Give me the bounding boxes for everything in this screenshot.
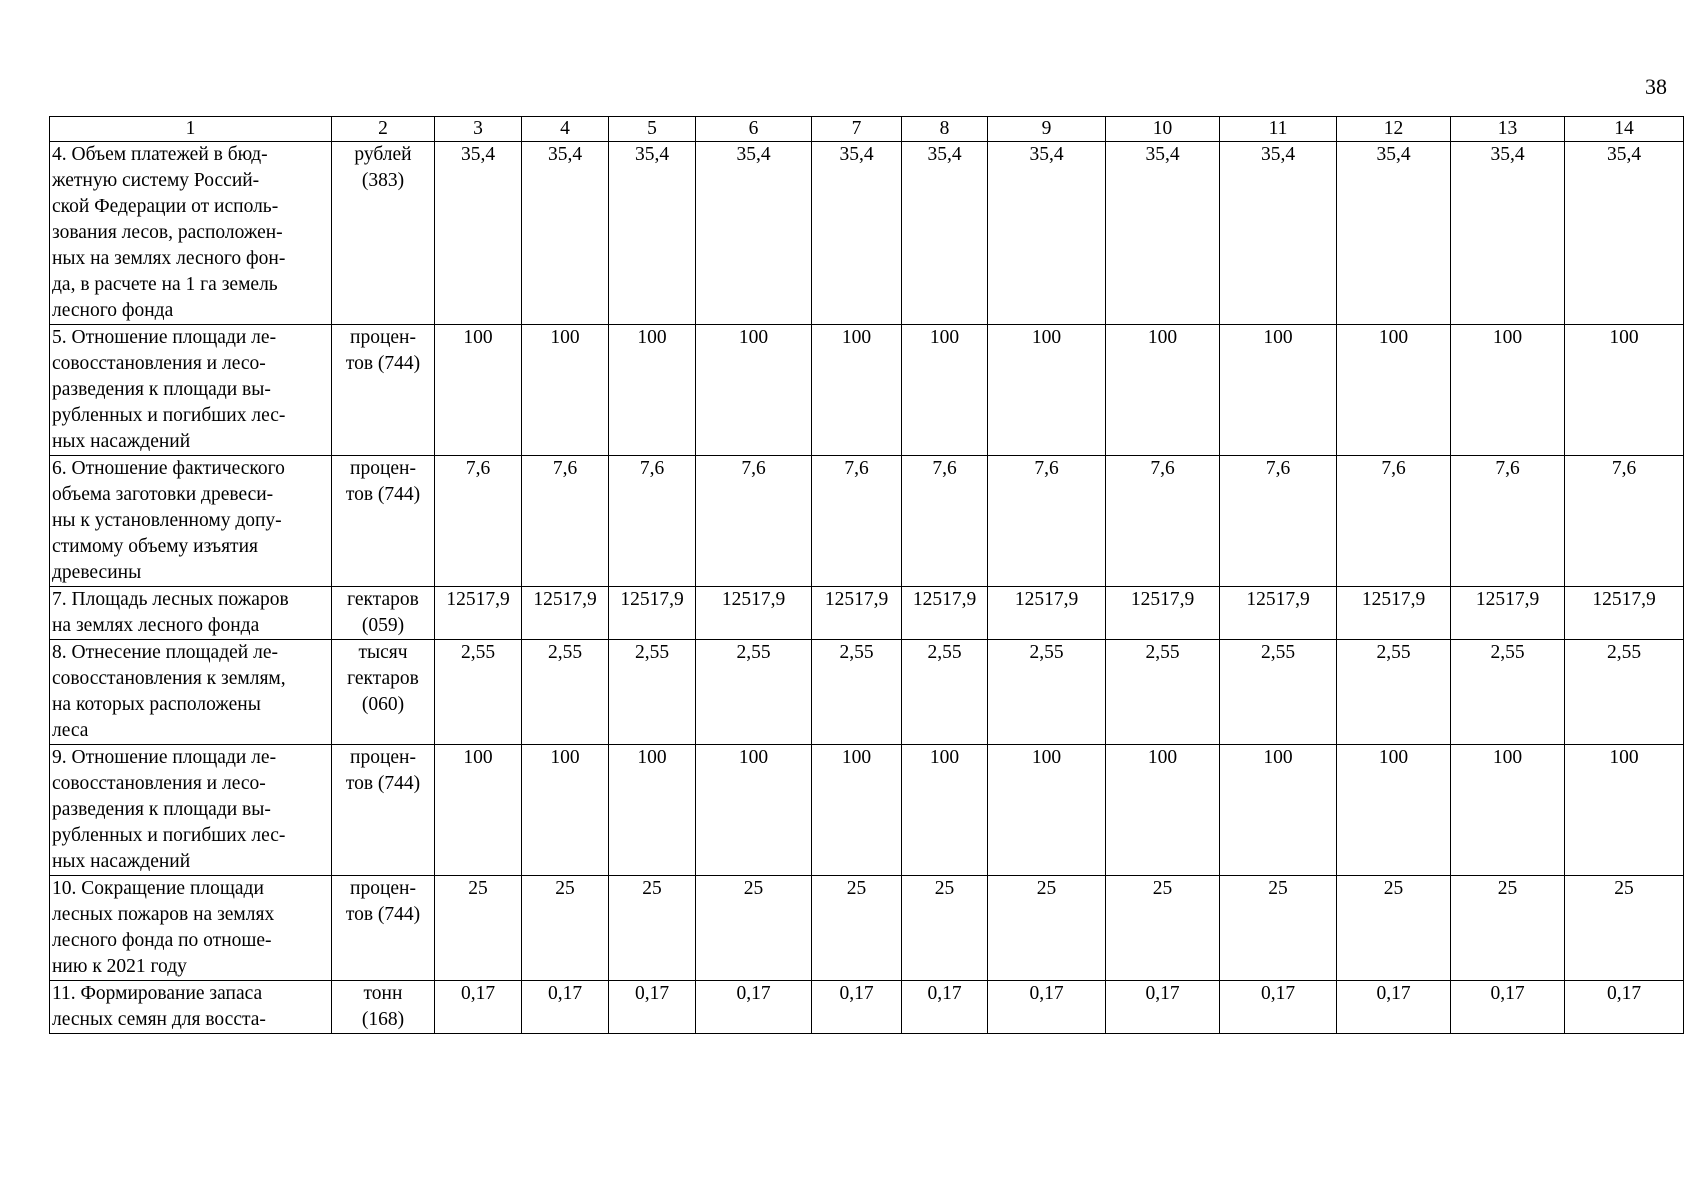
- unit-line: (059): [361, 615, 405, 636]
- indicator-name-line: ской Федерации от исполь-: [52, 196, 279, 217]
- value-cell: 0,17: [812, 981, 902, 1034]
- value-cell: 7,6: [1565, 456, 1684, 587]
- value-cell: 7,6: [1451, 456, 1565, 587]
- value-cell: 12517,9: [522, 587, 609, 640]
- value-cell: 100: [1220, 745, 1337, 876]
- value-cell: 12517,9: [696, 587, 812, 640]
- value-cell: 0,17: [1451, 981, 1565, 1034]
- value-cell: 100: [696, 745, 812, 876]
- value-cell: 25: [1337, 876, 1451, 981]
- indicator-name-line: лесных пожаров на землях: [52, 904, 275, 925]
- value-cell: 100: [1337, 745, 1451, 876]
- value-cell: 35,4: [988, 142, 1106, 325]
- value-cell: 2,55: [988, 640, 1106, 745]
- value-cell: 7,6: [1337, 456, 1451, 587]
- value-cell: 100: [812, 745, 902, 876]
- unit-line: процен-: [350, 878, 416, 899]
- value-cell: 35,4: [902, 142, 988, 325]
- value-cell: 2,55: [902, 640, 988, 745]
- value-cell: 2,55: [696, 640, 812, 745]
- value-cell: 7,6: [522, 456, 609, 587]
- column-header: 12: [1337, 117, 1451, 142]
- value-cell: 12517,9: [1337, 587, 1451, 640]
- indicator-name-line: 9. Отношение площади ле-: [52, 747, 277, 768]
- value-cell: 35,4: [1337, 142, 1451, 325]
- unit-line: (060): [361, 694, 405, 715]
- unit-line: процен-: [350, 458, 416, 479]
- value-cell: 0,17: [1337, 981, 1451, 1034]
- column-header: 8: [902, 117, 988, 142]
- value-cell: 7,6: [435, 456, 522, 587]
- indicator-name: [50, 876, 332, 981]
- value-cell: 100: [609, 325, 696, 456]
- value-cell: 35,4: [522, 142, 609, 325]
- value-cell: 7,6: [1106, 456, 1220, 587]
- table-row: [50, 640, 1684, 745]
- unit-of-measure: [332, 587, 435, 640]
- indicator-name-line: 7. Площадь лесных пожаров: [52, 589, 289, 610]
- value-cell: 2,55: [435, 640, 522, 745]
- value-cell: 12517,9: [1451, 587, 1565, 640]
- value-cell: 2,55: [609, 640, 696, 745]
- value-cell: 0,17: [1106, 981, 1220, 1034]
- value-cell: 0,17: [1565, 981, 1684, 1034]
- table-row: [50, 587, 1684, 640]
- value-cell: 2,55: [1451, 640, 1565, 745]
- value-cell: 7,6: [696, 456, 812, 587]
- indicator-name-line: рубленных и погибших лес-: [52, 825, 286, 846]
- column-header: 11: [1220, 117, 1337, 142]
- value-cell: 2,55: [812, 640, 902, 745]
- unit-line: (383): [361, 170, 405, 191]
- column-header: 5: [609, 117, 696, 142]
- value-cell: 25: [902, 876, 988, 981]
- unit-of-measure: [332, 745, 435, 876]
- value-cell: 12517,9: [902, 587, 988, 640]
- indicator-name: [50, 981, 332, 1034]
- value-cell: 2,55: [522, 640, 609, 745]
- value-cell: 12517,9: [1220, 587, 1337, 640]
- value-cell: 7,6: [609, 456, 696, 587]
- value-cell: 100: [522, 745, 609, 876]
- value-cell: 100: [696, 325, 812, 456]
- value-cell: 100: [812, 325, 902, 456]
- column-header: 3: [435, 117, 522, 142]
- indicator-name-line: лесных семян для восста-: [52, 1009, 266, 1030]
- indicator-name-line: объема заготовки древеси-: [52, 484, 274, 505]
- column-header: 4: [522, 117, 609, 142]
- value-cell: 25: [1106, 876, 1220, 981]
- value-cell: 2,55: [1106, 640, 1220, 745]
- value-cell: 12517,9: [1106, 587, 1220, 640]
- value-cell: 100: [1337, 325, 1451, 456]
- value-cell: 35,4: [435, 142, 522, 325]
- value-cell: 25: [1565, 876, 1684, 981]
- indicator-name-line: 8. Отнесение площадей ле-: [52, 642, 278, 663]
- column-header: 9: [988, 117, 1106, 142]
- table-row: [50, 876, 1684, 981]
- value-cell: 2,55: [1565, 640, 1684, 745]
- value-cell: 100: [1565, 745, 1684, 876]
- indicator-name: [50, 640, 332, 745]
- value-cell: 100: [902, 325, 988, 456]
- value-cell: 100: [1451, 745, 1565, 876]
- indicator-name-line: жетную систему Россий-: [52, 170, 260, 191]
- value-cell: 25: [609, 876, 696, 981]
- indicator-name-line: ных насаждений: [52, 851, 191, 872]
- indicator-name-line: 4. Объем платежей в бюд-: [52, 144, 268, 165]
- indicator-name-line: разведения к площади вы-: [52, 379, 271, 400]
- page-number: 38: [1645, 74, 1667, 99]
- indicator-name-line: ны к установленному допу-: [52, 510, 282, 531]
- indicator-name-line: лесного фонда: [52, 300, 174, 321]
- indicator-name-line: совосстановления к землям,: [52, 668, 286, 689]
- indicators-table: [49, 116, 1684, 1034]
- value-cell: 7,6: [988, 456, 1106, 587]
- unit-of-measure: [332, 325, 435, 456]
- value-cell: 25: [522, 876, 609, 981]
- indicator-name-line: 11. Формирование запаса: [52, 983, 263, 1004]
- value-cell: 12517,9: [988, 587, 1106, 640]
- unit-line: тов (744): [345, 484, 421, 505]
- value-cell: 100: [1106, 745, 1220, 876]
- indicator-name-line: стимому объему изъятия: [52, 536, 258, 557]
- column-header: 6: [696, 117, 812, 142]
- unit-of-measure: [332, 640, 435, 745]
- value-cell: 100: [988, 745, 1106, 876]
- value-cell: 35,4: [812, 142, 902, 325]
- value-cell: 100: [435, 745, 522, 876]
- table-row: [50, 325, 1684, 456]
- unit-line: тов (744): [345, 904, 421, 925]
- unit-line: тов (744): [345, 773, 421, 794]
- unit-of-measure: [332, 456, 435, 587]
- value-cell: 2,55: [1337, 640, 1451, 745]
- indicator-name-line: зования лесов, расположен-: [52, 222, 283, 243]
- value-cell: 12517,9: [812, 587, 902, 640]
- table-row: [50, 745, 1684, 876]
- column-header: 14: [1565, 117, 1684, 142]
- value-cell: 100: [902, 745, 988, 876]
- value-cell: 12517,9: [1565, 587, 1684, 640]
- value-cell: 25: [1451, 876, 1565, 981]
- indicator-name-line: 6. Отношение фактического: [52, 458, 285, 479]
- indicator-name-line: ных на землях лесного фон-: [52, 248, 286, 269]
- value-cell: 25: [988, 876, 1106, 981]
- value-cell: 12517,9: [609, 587, 696, 640]
- value-cell: 100: [435, 325, 522, 456]
- value-cell: 0,17: [609, 981, 696, 1034]
- unit-line: (168): [361, 1009, 405, 1030]
- value-cell: 35,4: [1220, 142, 1337, 325]
- value-cell: 35,4: [1565, 142, 1684, 325]
- column-header: 2: [332, 117, 435, 142]
- value-cell: 0,17: [696, 981, 812, 1034]
- value-cell: 100: [988, 325, 1106, 456]
- indicator-name-line: да, в расчете на 1 га земель: [52, 274, 278, 295]
- value-cell: 100: [1220, 325, 1337, 456]
- unit-line: тов (744): [345, 353, 421, 374]
- value-cell: 0,17: [988, 981, 1106, 1034]
- unit-line: тысяч: [358, 642, 408, 663]
- unit-line: гектаров: [347, 589, 419, 610]
- value-cell: 35,4: [1106, 142, 1220, 325]
- column-header: 7: [812, 117, 902, 142]
- unit-line: процен-: [350, 747, 416, 768]
- value-cell: 35,4: [1451, 142, 1565, 325]
- indicator-name-line: разведения к площади вы-: [52, 799, 271, 820]
- indicator-name: [50, 456, 332, 587]
- table-row: [50, 456, 1684, 587]
- value-cell: 25: [812, 876, 902, 981]
- indicator-name-line: рубленных и погибших лес-: [52, 405, 286, 426]
- unit-of-measure: [332, 981, 435, 1034]
- value-cell: 100: [522, 325, 609, 456]
- unit-line: процен-: [350, 327, 416, 348]
- value-cell: 7,6: [902, 456, 988, 587]
- indicator-name-line: лесного фонда по отноше-: [52, 930, 272, 951]
- indicator-name-line: древесины: [52, 562, 142, 583]
- unit-line: тонн: [363, 983, 403, 1004]
- table-row: [50, 142, 1684, 325]
- indicator-name: [50, 325, 332, 456]
- column-header: 10: [1106, 117, 1220, 142]
- indicator-name-line: на землях лесного фонда: [52, 615, 260, 636]
- indicator-name: [50, 587, 332, 640]
- value-cell: 0,17: [435, 981, 522, 1034]
- indicator-name: [50, 745, 332, 876]
- value-cell: 25: [696, 876, 812, 981]
- value-cell: 0,17: [1220, 981, 1337, 1034]
- indicator-name-line: 10. Сокращение площади: [52, 878, 264, 899]
- unit-line: рублей: [354, 144, 412, 165]
- indicator-name-line: нию к 2021 году: [52, 956, 187, 977]
- indicator-name-line: леса: [52, 720, 89, 741]
- value-cell: 35,4: [609, 142, 696, 325]
- indicator-name-line: на которых расположены: [52, 694, 261, 715]
- value-cell: 100: [1451, 325, 1565, 456]
- indicator-name-line: 5. Отношение площади ле-: [52, 327, 277, 348]
- value-cell: 2,55: [1220, 640, 1337, 745]
- value-cell: 0,17: [902, 981, 988, 1034]
- unit-of-measure: [332, 876, 435, 981]
- unit-line: гектаров: [347, 668, 419, 689]
- indicator-name-line: совосстановления и лесо-: [52, 773, 266, 794]
- header-row: [50, 117, 1684, 142]
- indicator-name: [50, 142, 332, 325]
- value-cell: 25: [1220, 876, 1337, 981]
- indicator-name-line: совосстановления и лесо-: [52, 353, 266, 374]
- column-header: 1: [50, 117, 332, 142]
- value-cell: 100: [1106, 325, 1220, 456]
- table-row: [50, 981, 1684, 1034]
- value-cell: 100: [1565, 325, 1684, 456]
- value-cell: 25: [435, 876, 522, 981]
- value-cell: 7,6: [812, 456, 902, 587]
- unit-of-measure: [332, 142, 435, 325]
- value-cell: 7,6: [1220, 456, 1337, 587]
- column-header: 13: [1451, 117, 1565, 142]
- indicator-name-line: ных насаждений: [52, 431, 191, 452]
- value-cell: 35,4: [696, 142, 812, 325]
- value-cell: 0,17: [522, 981, 609, 1034]
- value-cell: 100: [609, 745, 696, 876]
- value-cell: 12517,9: [435, 587, 522, 640]
